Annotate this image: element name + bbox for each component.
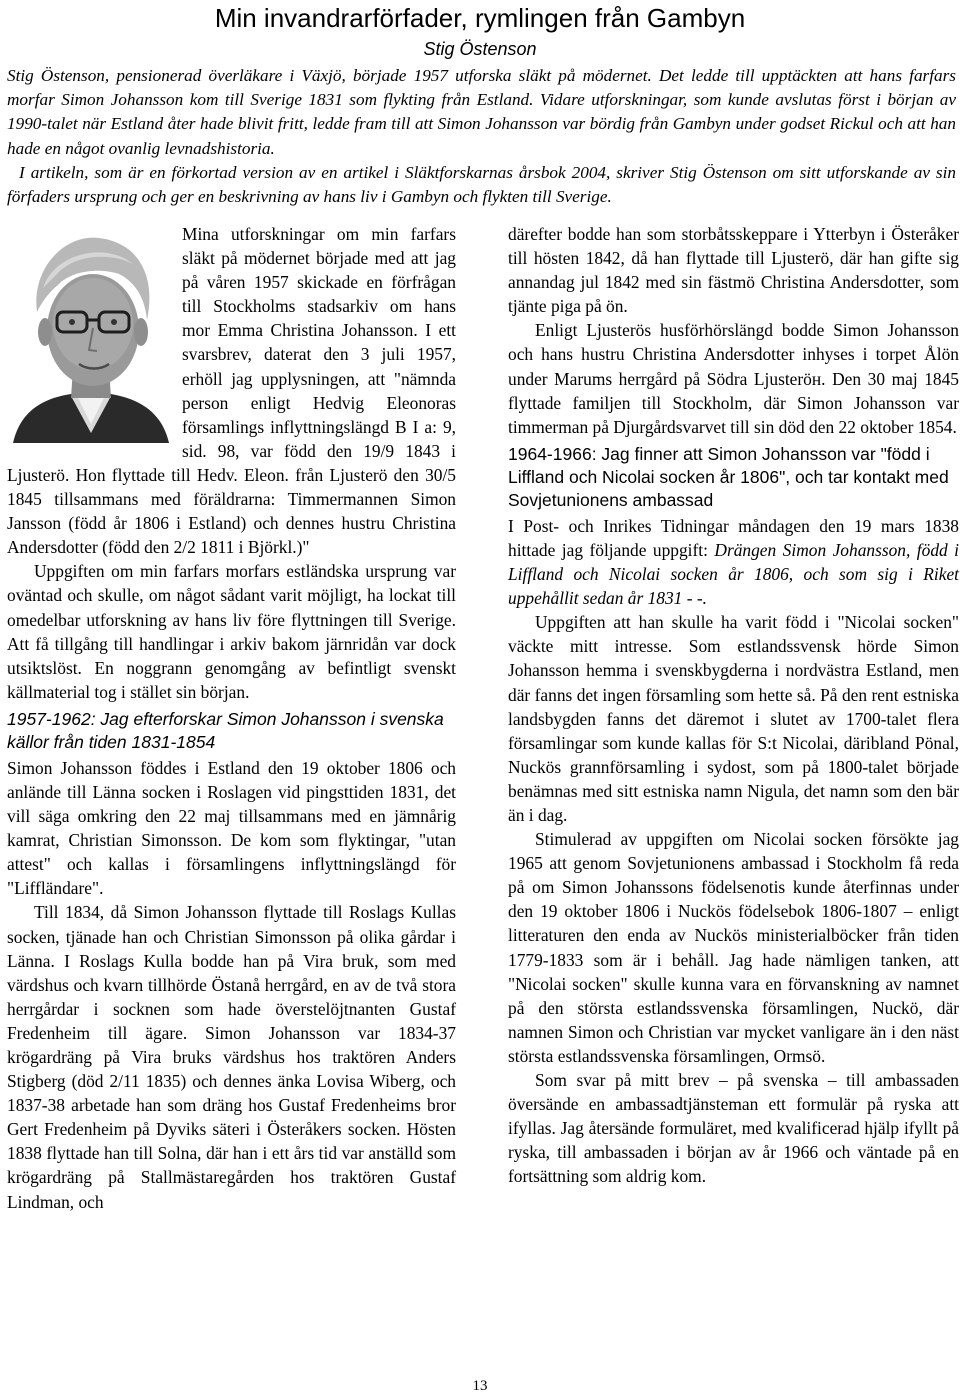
article-author: Stig Östenson [423, 39, 537, 59]
body-paragraph: därefter bodde han som storbåtsskeppare i Ytterbyn i Österåker till hösten 1842, då han flyttade till Ljusterö, där han gifte sig annandag jul 1842 med sin fästmö Christina Andersdotter, som tjänte piga på ön. [508, 224, 959, 317]
body-paragraph: Simon Johansson föddes i Estland den 19 oktober 1806 och anlände till Länna socken i Roslagen vid pingsttiden 1831, det vill säga omkring den 22 maj tillsammans med en jämnårig kamrat, Christian Simonsson. De kom som flyktingar, "utan attest" och kallas i församlingens inflyttningslängd för "Liffländare". [7, 757, 456, 899]
body-paragraph [508, 514, 959, 610]
intro-paragraph: Stig Östenson, pensionerad överläkare i Växjö, började 1957 utforska släkt på mödernet. Det ledde till upptäckten att hans farfars morfar Simon Johansson kom till Sverige 1831 som flykting från Estland. Vidare utforskningar, som kunde avslutas först i början av 1990-talet när Estland åter hade blivit fritt, ledde fram till att Simon Johansson var bördig från Gambyn under godset Rickul och att han hade en något ovanlig levnadshistoria. [7, 66, 956, 158]
author-photo [7, 228, 174, 443]
body-text: I Post- och Inrikes Tidningar måndagen den 19 mars 1838 hittade jag följande uppgift: [508, 515, 959, 560]
intro-paragraph: I artikeln, som är en förkortad version av en artikel i Släktforskarnas årsbok 2004, skriver Stig Östenson om sitt utforskande av sin förfaders ursprung och ger en beskrivning av hans liv i Gambyn och flykten till Sverige. [7, 162, 956, 207]
page-number: 13 [472, 1378, 488, 1394]
quoted-text: Drängen Simon Johansson, född i Liffland och Nicolai socken år 1806, och som sig i Riket uppehållit sedan år 1831 - -. [508, 539, 959, 609]
right-column [508, 222, 959, 1188]
left-column [7, 222, 456, 1214]
body-paragraph: Till 1834, då Simon Johansson flyttade till Roslags Kullas socken, tjänade han och Christian Simonsson på olika gårdar i Länna. I Roslags Kulla bodde han på Vira bruk, som med värdshus och kvarn tillhörde Östanå herrgård, en av de två stora herrgårdar i socknen som hade överstelöjtnanten Gustaf Fredenheim till ägare. Simon Johansson var 1834-37 krögardräng på Vira bruks värdshus hos traktören Anders Stigberg (död 2/11 1835) och dennes änka Lovisa Wiberg, och 1837-38 arbetade han som dräng hos Gustaf Fredenheims bror Gert Fredenheim på Dyviks säteri i Österåkers socken. Hösten 1838 flyttade han till Solna, där han i ett års tid var anställd som krögardräng på Stallmästaregården hos traktören Gustaf Lindman, och [7, 902, 456, 1212]
body-paragraph: Stimulerad av uppgiften om Nicolai socken försökte jag 1965 att genom Sovjetunionens ambassad i Stockholm få reda på om Simon Johanssons födelsenotis kunde återfinnas under den 19 oktober 1806 i Nuckös födelsebok 1806-1807 – enligt litteraturen den enda av Nuckös ministerialböcker från tiden 1779-1833 som är i behåll. Jag hade nämligen tanken, att "Nicolai socken" skulle kunna vara en förvanskning av namnet på den största estlandssvenska församlingen, Nuckö, där namnen Simon och Christian var mycket vanligare än i den näst största estlandssvenska församlingen, Ormsö. [508, 829, 959, 1066]
body-paragraph: Uppgiften om min farfars morfars estländska ursprung var oväntad och skulle, om något sådant varit möjligt, ha lockat till omedelbar utforskning av hans liv före flyttningen till Sverige. Att få tillgång till handlingar i arkiv bakom järnridån var dock utsiktslöst. En noggrann genomgång av befintligt svenskt källmaterial tog i stället sin början. [7, 561, 456, 702]
body-paragraph: Som svar på mitt brev – på svenska – till ambassaden översände en ambassadtjänsteman ett formulär på ryska att ifyllas. Jag återsände formuläret, med kvalificerad hjälp ifyllt på ryska, till ambassaden i början av år 1966 och väntade på en fortsättning som aldrig kom. [508, 1070, 959, 1187]
body-paragraph: Mina utforskningar om min farfars släkt på mödernet började med att jag på våren 1957 skickade en förfrågan till Stockholms stadsarkiv om hans mor Emma Christina Johansson. I ett svarsbrev, daterat den 3 juli 1957, erhöll jag upplysningen, att "nämnda person enligt Hedvig Eleonoras församlings inflyttningslängd B I a: 9, sid. 98, var född den 19/9 1843 i Ljusterö. Hon flyttade till Hedv. Eleon. från Ljusterö den 30/5 1845 tillsammans med föräldrarna: Timmermannen Simon Jansson (född år 1806 i Estland) och dennes hustru Christina Andersdotter (född den 2/2 1811 i Björkl.)" [7, 224, 456, 558]
article-title: Min invandrarförfader, rymlingen från Gambyn [214, 3, 746, 33]
section-heading: 1957-1962: Jag efterforskar Simon Johansson i svenska källor från tiden 1831-1854 [7, 708, 444, 752]
section-heading: 1964-1966: Jag finner att Simon Johansson var "född i Liffland och Nicolai socken år 1806", och tar kontakt med Sovjetunionens ambassad [508, 443, 949, 510]
body-paragraph: Uppgiften att han skulle ha varit född i "Nicolai socken" väckte mitt intresse. Som estlandssvensk hörde Simon Johansson hemma i svenskbygderna i nordvästra Estland, men där fanns det ingen församling som hette så. På den rent estniska landsbygden fanns det däremot i slutet av 1700-talet flera församlingar som kunde kallas för S:t Nicolai, däribland Pönal, Nuckös grannförsamling i sydost, som på 1800-talet började benämnas med sitt estniska namn Nigula, det namn som den bär än i dag. [508, 612, 959, 825]
body-paragraph: Enligt Ljusterös husförhörslängd bodde Simon Johansson och hans hustru Christina Andersdotter inhyses i torpet Ålön under Marums herrgård på Södra Ljusteröн. Den 30 maj 1845 flyttade familjen till Stockholm, där Simon Johansson var timmerman på Djurgårdsvarvet till sin död den 22 oktober 1854. [508, 320, 959, 437]
article-intro [7, 64, 956, 209]
